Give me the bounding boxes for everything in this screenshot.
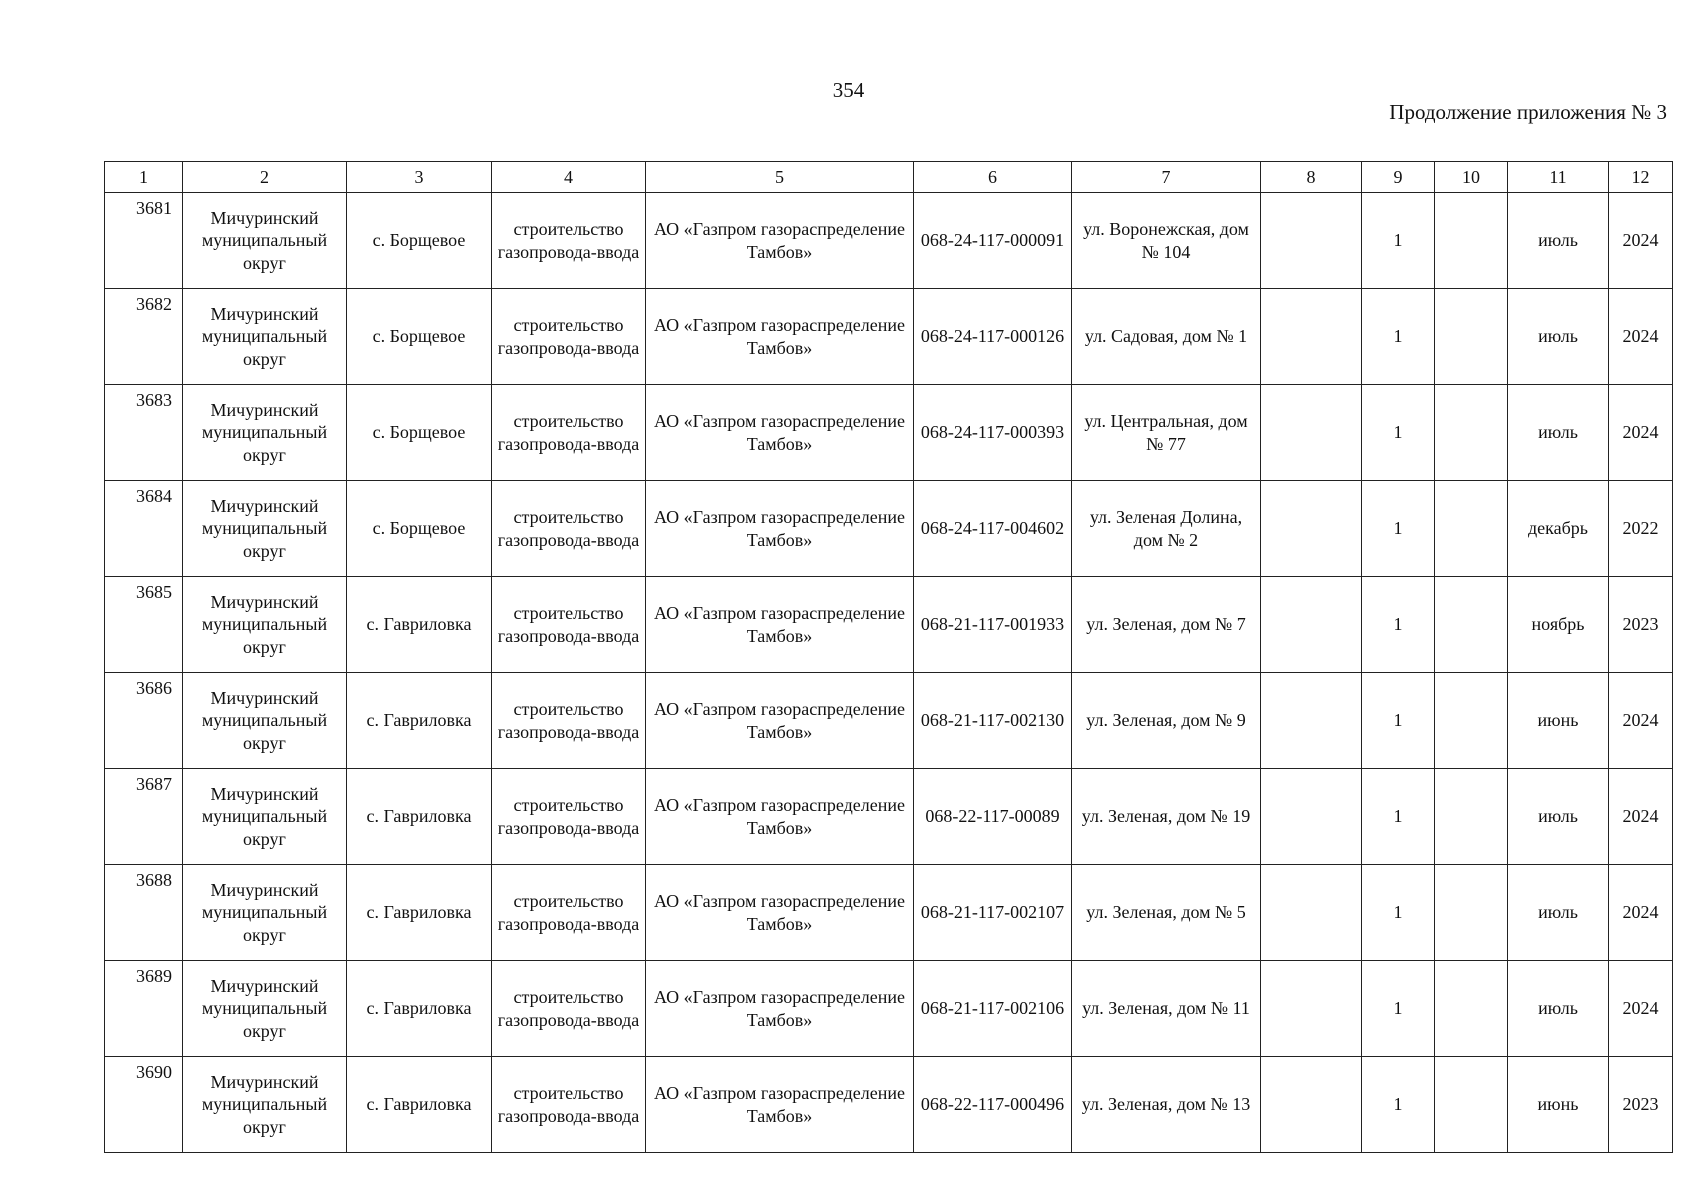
object-code-cell: 068-24-117-000091 bbox=[914, 193, 1072, 289]
column-8-value-cell bbox=[1261, 1057, 1362, 1153]
object-code-cell: 068-24-117-000393 bbox=[914, 385, 1072, 481]
row-number-cell: 3690 bbox=[105, 1057, 183, 1153]
page-number: 354 bbox=[832, 78, 865, 102]
organization-cell: АО «Газпром газораспределение Тамбов» bbox=[646, 193, 914, 289]
work-type-cell: строительство газопровода-ввода bbox=[492, 385, 646, 481]
work-type-cell: строительство газопровода-ввода bbox=[492, 193, 646, 289]
row-number-cell: 3681 bbox=[105, 193, 183, 289]
month-cell: июнь bbox=[1508, 1057, 1609, 1153]
table-row bbox=[105, 769, 1673, 865]
table-row bbox=[105, 385, 1673, 481]
month-cell: декабрь bbox=[1508, 481, 1609, 577]
row-number-cell: 3689 bbox=[105, 961, 183, 1057]
column-8-value-cell bbox=[1261, 769, 1362, 865]
object-code-cell: 068-24-117-004602 bbox=[914, 481, 1072, 577]
table-row bbox=[105, 289, 1673, 385]
column-9-value-cell: 1 bbox=[1362, 289, 1435, 385]
column-8-value-cell bbox=[1261, 481, 1362, 577]
year-cell: 2024 bbox=[1609, 769, 1673, 865]
municipality-cell: Мичуринский муниципальный округ bbox=[183, 289, 347, 385]
object-code-cell: 068-21-117-002106 bbox=[914, 961, 1072, 1057]
settlement-cell: с. Гавриловка bbox=[347, 673, 492, 769]
column-9-value-cell: 1 bbox=[1362, 961, 1435, 1057]
address-cell: ул. Центральная, дом № 77 bbox=[1072, 385, 1261, 481]
month-cell: июль bbox=[1508, 865, 1609, 961]
column-header: 3 bbox=[347, 162, 492, 193]
column-8-value-cell bbox=[1261, 673, 1362, 769]
municipality-cell: Мичуринский муниципальный округ bbox=[183, 1057, 347, 1153]
address-cell: ул. Зеленая, дом № 7 bbox=[1072, 577, 1261, 673]
row-number-cell: 3683 bbox=[105, 385, 183, 481]
work-type-cell: строительство газопровода-ввода bbox=[492, 865, 646, 961]
settlement-cell: с. Борщевое bbox=[347, 385, 492, 481]
column-10-value-cell bbox=[1435, 481, 1508, 577]
settlement-cell: с. Гавриловка bbox=[347, 577, 492, 673]
column-header: 10 bbox=[1435, 162, 1508, 193]
table-row bbox=[105, 865, 1673, 961]
settlement-cell: с. Борщевое bbox=[347, 289, 492, 385]
year-cell: 2024 bbox=[1609, 289, 1673, 385]
year-cell: 2023 bbox=[1609, 577, 1673, 673]
work-type-cell: строительство газопровода-ввода bbox=[492, 1057, 646, 1153]
column-10-value-cell bbox=[1435, 769, 1508, 865]
column-8-value-cell bbox=[1261, 577, 1362, 673]
column-header: 1 bbox=[105, 162, 183, 193]
year-cell: 2024 bbox=[1609, 385, 1673, 481]
municipality-cell: Мичуринский муниципальный округ bbox=[183, 769, 347, 865]
column-header: 8 bbox=[1261, 162, 1362, 193]
work-type-cell: строительство газопровода-ввода bbox=[492, 481, 646, 577]
month-cell: июнь bbox=[1508, 673, 1609, 769]
address-cell: ул. Зеленая, дом № 13 bbox=[1072, 1057, 1261, 1153]
month-cell: июль bbox=[1508, 769, 1609, 865]
organization-cell: АО «Газпром газораспределение Тамбов» bbox=[646, 289, 914, 385]
data-table-container bbox=[104, 161, 1672, 1153]
object-code-cell: 068-21-117-002107 bbox=[914, 865, 1072, 961]
row-number-cell: 3688 bbox=[105, 865, 183, 961]
year-cell: 2022 bbox=[1609, 481, 1673, 577]
month-cell: июль bbox=[1508, 289, 1609, 385]
table-row bbox=[105, 673, 1673, 769]
column-9-value-cell: 1 bbox=[1362, 673, 1435, 769]
column-10-value-cell bbox=[1435, 865, 1508, 961]
row-number-cell: 3685 bbox=[105, 577, 183, 673]
month-cell: июль bbox=[1508, 961, 1609, 1057]
address-cell: ул. Зеленая, дом № 19 bbox=[1072, 769, 1261, 865]
municipality-cell: Мичуринский муниципальный округ bbox=[183, 865, 347, 961]
settlement-cell: с. Гавриловка bbox=[347, 1057, 492, 1153]
column-header: 2 bbox=[183, 162, 347, 193]
work-type-cell: строительство газопровода-ввода bbox=[492, 769, 646, 865]
organization-cell: АО «Газпром газораспределение Тамбов» bbox=[646, 385, 914, 481]
appendix-note: Продолжение приложения № 3 bbox=[1389, 100, 1667, 124]
municipality-cell: Мичуринский муниципальный округ bbox=[183, 481, 347, 577]
column-9-value-cell: 1 bbox=[1362, 865, 1435, 961]
year-cell: 2023 bbox=[1609, 1057, 1673, 1153]
table-row bbox=[105, 1057, 1673, 1153]
column-10-value-cell bbox=[1435, 385, 1508, 481]
table-row bbox=[105, 961, 1673, 1057]
column-10-value-cell bbox=[1435, 961, 1508, 1057]
table-body bbox=[105, 193, 1673, 1153]
column-header: 5 bbox=[646, 162, 914, 193]
column-9-value-cell: 1 bbox=[1362, 481, 1435, 577]
work-type-cell: строительство газопровода-ввода bbox=[492, 961, 646, 1057]
column-9-value-cell: 1 bbox=[1362, 193, 1435, 289]
organization-cell: АО «Газпром газораспределение Тамбов» bbox=[646, 673, 914, 769]
column-8-value-cell bbox=[1261, 289, 1362, 385]
object-code-cell: 068-22-117-00089 bbox=[914, 769, 1072, 865]
column-8-value-cell bbox=[1261, 385, 1362, 481]
municipality-cell: Мичуринский муниципальный округ bbox=[183, 673, 347, 769]
column-header: 6 bbox=[914, 162, 1072, 193]
column-10-value-cell bbox=[1435, 577, 1508, 673]
address-cell: ул. Зеленая Долина, дом № 2 bbox=[1072, 481, 1261, 577]
object-code-cell: 068-24-117-000126 bbox=[914, 289, 1072, 385]
column-header: 4 bbox=[492, 162, 646, 193]
column-9-value-cell: 1 bbox=[1362, 577, 1435, 673]
month-cell: июль bbox=[1508, 193, 1609, 289]
work-type-cell: строительство газопровода-ввода bbox=[492, 289, 646, 385]
organization-cell: АО «Газпром газораспределение Тамбов» bbox=[646, 769, 914, 865]
settlement-cell: с. Гавриловка bbox=[347, 961, 492, 1057]
settlement-cell: с. Гавриловка bbox=[347, 865, 492, 961]
column-10-value-cell bbox=[1435, 673, 1508, 769]
month-cell: июль bbox=[1508, 385, 1609, 481]
column-header: 11 bbox=[1508, 162, 1609, 193]
organization-cell: АО «Газпром газораспределение Тамбов» bbox=[646, 961, 914, 1057]
row-number-cell: 3684 bbox=[105, 481, 183, 577]
organization-cell: АО «Газпром газораспределение Тамбов» bbox=[646, 865, 914, 961]
column-9-value-cell: 1 bbox=[1362, 385, 1435, 481]
year-cell: 2024 bbox=[1609, 673, 1673, 769]
table-row bbox=[105, 193, 1673, 289]
address-cell: ул. Садовая, дом № 1 bbox=[1072, 289, 1261, 385]
month-cell: ноябрь bbox=[1508, 577, 1609, 673]
municipality-cell: Мичуринский муниципальный округ bbox=[183, 385, 347, 481]
settlement-cell: с. Борщевое bbox=[347, 193, 492, 289]
address-cell: ул. Зеленая, дом № 11 bbox=[1072, 961, 1261, 1057]
column-9-value-cell: 1 bbox=[1362, 1057, 1435, 1153]
year-cell: 2024 bbox=[1609, 865, 1673, 961]
table-header-row bbox=[105, 162, 1673, 193]
municipality-cell: Мичуринский муниципальный округ bbox=[183, 961, 347, 1057]
organization-cell: АО «Газпром газораспределение Тамбов» bbox=[646, 1057, 914, 1153]
column-8-value-cell bbox=[1261, 865, 1362, 961]
year-cell: 2024 bbox=[1609, 193, 1673, 289]
column-10-value-cell bbox=[1435, 289, 1508, 385]
column-header: 12 bbox=[1609, 162, 1673, 193]
column-10-value-cell bbox=[1435, 1057, 1508, 1153]
organization-cell: АО «Газпром газораспределение Тамбов» bbox=[646, 577, 914, 673]
work-type-cell: строительство газопровода-ввода bbox=[492, 673, 646, 769]
address-cell: ул. Зеленая, дом № 5 bbox=[1072, 865, 1261, 961]
work-type-cell: строительство газопровода-ввода bbox=[492, 577, 646, 673]
column-8-value-cell bbox=[1261, 961, 1362, 1057]
year-cell: 2024 bbox=[1609, 961, 1673, 1057]
table-row bbox=[105, 577, 1673, 673]
column-9-value-cell: 1 bbox=[1362, 769, 1435, 865]
address-cell: ул. Зеленая, дом № 9 bbox=[1072, 673, 1261, 769]
row-number-cell: 3686 bbox=[105, 673, 183, 769]
table-row bbox=[105, 481, 1673, 577]
column-header: 7 bbox=[1072, 162, 1261, 193]
column-header: 9 bbox=[1362, 162, 1435, 193]
settlement-cell: с. Борщевое bbox=[347, 481, 492, 577]
address-cell: ул. Воронежская, дом № 104 bbox=[1072, 193, 1261, 289]
settlement-cell: с. Гавриловка bbox=[347, 769, 492, 865]
municipality-cell: Мичуринский муниципальный округ bbox=[183, 577, 347, 673]
data-table bbox=[104, 161, 1673, 1153]
column-8-value-cell bbox=[1261, 193, 1362, 289]
organization-cell: АО «Газпром газораспределение Тамбов» bbox=[646, 481, 914, 577]
object-code-cell: 068-21-117-002130 bbox=[914, 673, 1072, 769]
object-code-cell: 068-22-117-000496 bbox=[914, 1057, 1072, 1153]
municipality-cell: Мичуринский муниципальный округ bbox=[183, 193, 347, 289]
column-10-value-cell bbox=[1435, 193, 1508, 289]
row-number-cell: 3687 bbox=[105, 769, 183, 865]
row-number-cell: 3682 bbox=[105, 289, 183, 385]
object-code-cell: 068-21-117-001933 bbox=[914, 577, 1072, 673]
